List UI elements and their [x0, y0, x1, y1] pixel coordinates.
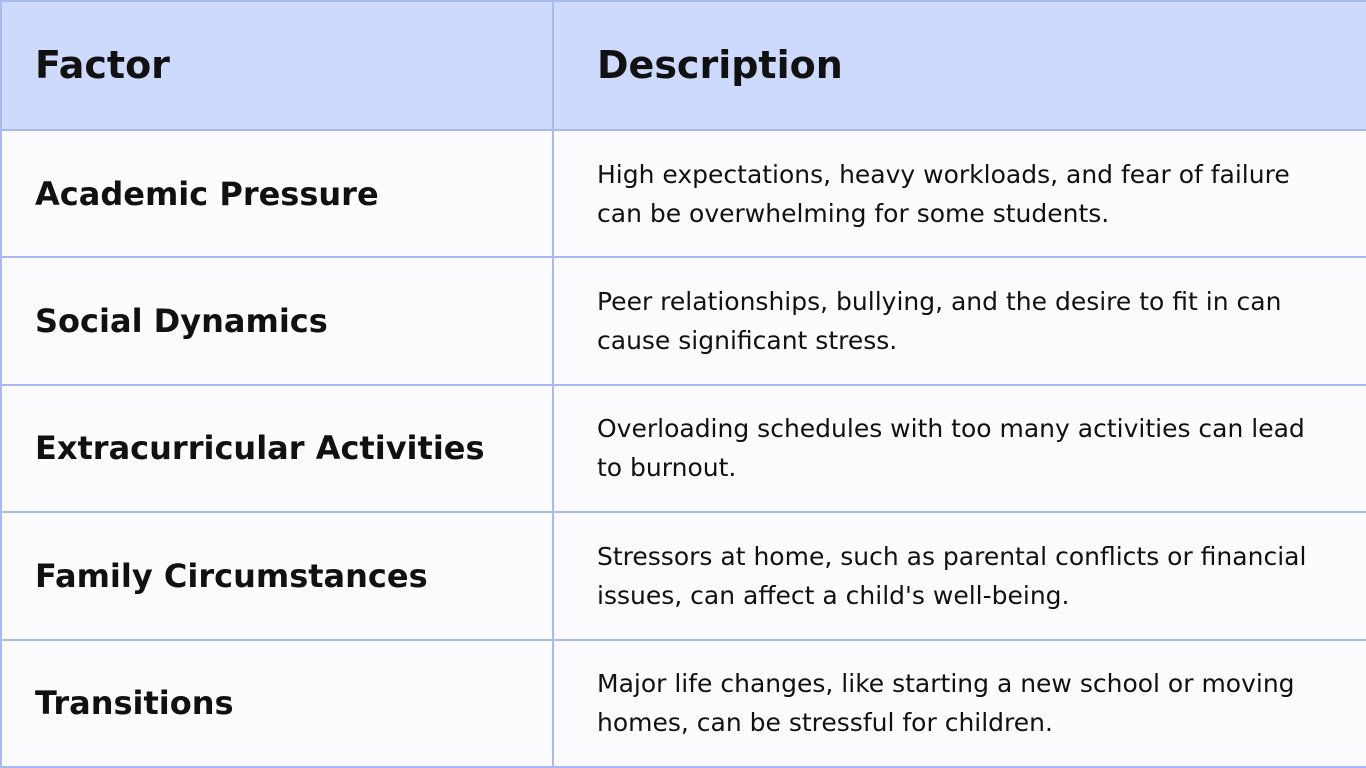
factor-cell: Social Dynamics [1, 257, 553, 384]
table-row [1, 640, 1366, 767]
column-header-description: Description [553, 1, 1366, 130]
table-row [1, 257, 1366, 384]
factor-cell: Extracurricular Activities [1, 385, 553, 512]
description-cell: Stressors at home, such as parental conflicts or financial issues, can affect a child's well-being. [553, 512, 1366, 639]
table-row [1, 512, 1366, 639]
factor-cell: Transitions [1, 640, 553, 767]
description-cell: Overloading schedules with too many activities can lead to burnout. [553, 385, 1366, 512]
factor-cell: Family Circumstances [1, 512, 553, 639]
table-row [1, 385, 1366, 512]
table-row [1, 130, 1366, 257]
factor-cell: Academic Pressure [1, 130, 553, 257]
description-cell: Peer relationships, bullying, and the desire to fit in can cause significant stress. [553, 257, 1366, 384]
description-cell: Major life changes, like starting a new school or moving homes, can be stressful for children. [553, 640, 1366, 767]
description-cell: High expectations, heavy workloads, and fear of failure can be overwhelming for some students. [553, 130, 1366, 257]
table-header-row [1, 1, 1366, 130]
column-header-factor: Factor [1, 1, 553, 130]
